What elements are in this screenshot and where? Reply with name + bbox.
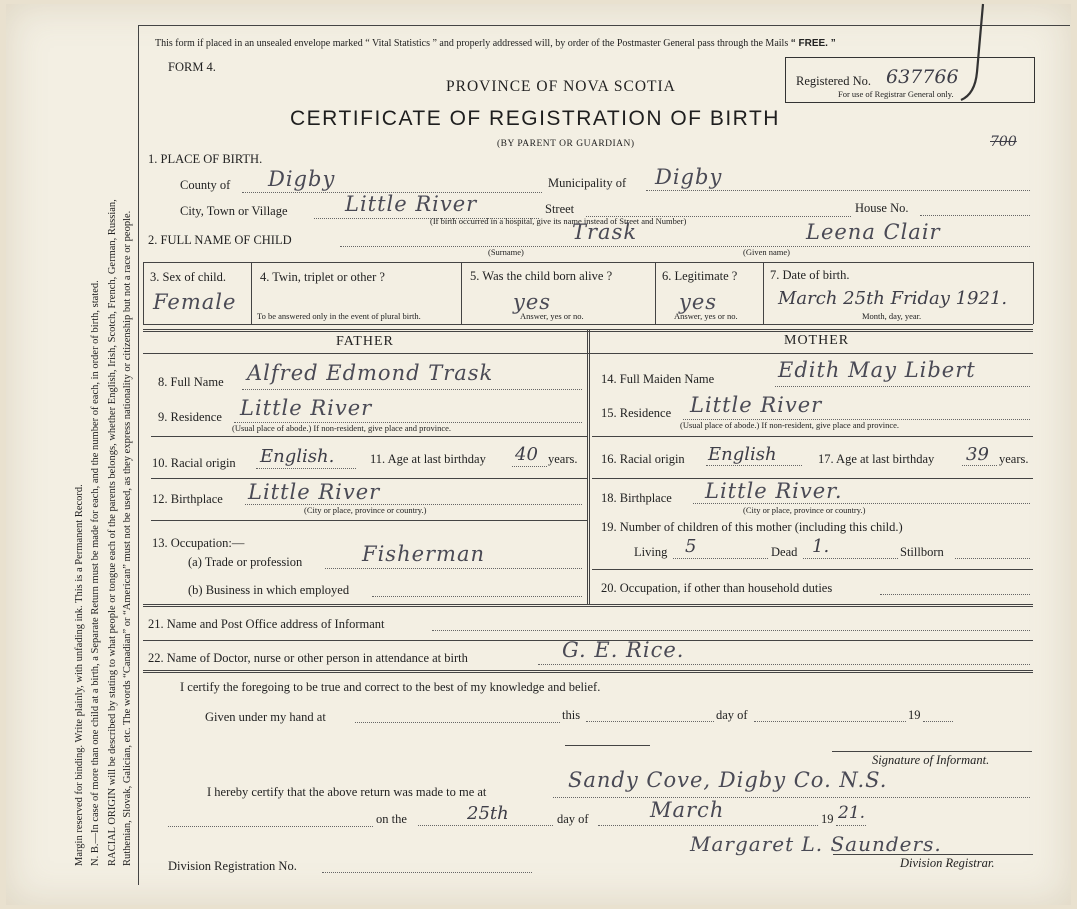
born-alive-value: yes <box>513 290 552 314</box>
father-years-label: years. <box>548 452 578 466</box>
province-title: PROVINCE OF NOVA SCOTIA <box>446 78 676 95</box>
municipality-value: Digby <box>655 165 723 189</box>
born-alive-note: Answer, yes or no. <box>520 311 584 321</box>
father-residence-label: 9. Residence <box>158 410 222 424</box>
certify-statement: I certify the foregoing to be true and correct to the best of my knowledge and belief. <box>180 680 601 694</box>
on-the-label: on the <box>376 812 407 826</box>
surname-caption: (Surname) <box>488 247 524 257</box>
city-label: City, Town or Village <box>180 204 288 218</box>
father-name-label: 8. Full Name <box>158 375 224 389</box>
father-heading: FATHER <box>336 334 394 349</box>
mother-name-value: Edith May Libert <box>778 358 976 382</box>
registered-label: Registered No. <box>796 74 871 88</box>
mother-birthplace-value: Little River. <box>705 479 843 503</box>
mother-years-label: years. <box>999 452 1029 466</box>
mail-notice <box>155 38 836 49</box>
signature-informant-label: Signature of Informant. <box>872 753 990 767</box>
informant-top-line <box>143 604 1033 607</box>
day-of2-label: day of <box>557 812 589 826</box>
house-no-label: House No. <box>855 201 909 215</box>
on-the-day-value: 25th <box>467 803 509 824</box>
mother-heading: MOTHER <box>784 333 850 348</box>
twin-note: To be answered only in the event of plural birth. <box>257 311 421 321</box>
month-value: March <box>650 798 725 822</box>
father-age-value: 40 <box>515 444 538 465</box>
mother-residence-label: 15. Residence <box>601 406 672 420</box>
father-occupation-label: 13. Occupation:— <box>152 536 245 550</box>
legitimate-label: 6. Legitimate ? <box>662 269 738 283</box>
father-residence-note: (Usual place of abode.) If non-resident, give place and province. <box>232 423 452 433</box>
year-prefix-label: 19 <box>908 708 921 722</box>
father-birthplace-label: 12. Birthplace <box>152 492 223 506</box>
registration-check-mark <box>955 2 995 107</box>
return-label: I hereby certify that the above return was made to me at <box>207 785 487 799</box>
year-suffix-value: 21. <box>838 803 866 823</box>
mother-occupation-label: 20. Occupation, if other than household duties <box>601 581 833 595</box>
parents-divider <box>587 330 590 605</box>
mother-birthplace-label: 18. Birthplace <box>601 491 672 505</box>
left-frame-line <box>138 25 139 885</box>
day-of-label: day of <box>716 708 748 722</box>
dob-label: 7. Date of birth. <box>770 268 850 282</box>
given-name-caption: (Given name) <box>743 247 790 257</box>
row3-top-line <box>143 262 1033 263</box>
registered-number: 637766 <box>886 66 959 88</box>
registration-box <box>785 57 1035 103</box>
mail-notice-text: This form if placed in an unsealed envelope marked “ Vital Statistics ” and properly addressed will, by order of the Postmaster General pass through the Mails <box>155 38 789 49</box>
certificate-title: CERTIFICATE OF REGISTRATION OF BIRTH <box>290 107 780 130</box>
division-registration-label: Division Registration No. <box>168 859 297 873</box>
father-name-value: Alfred Edmond Trask <box>247 361 494 385</box>
struck-number: 700 <box>990 134 1017 150</box>
mother-racial-value: English <box>708 444 777 465</box>
margin-note-separate-return: N. B.—In case of more than one child at a birth, a Separate Return must be made for each, and the number of each, in order of birth, stated. <box>90 280 101 866</box>
child-surname: Trask <box>572 220 638 244</box>
registrar-signature: Margaret L. Saunders. <box>690 832 942 856</box>
father-residence-value: Little River <box>240 396 373 420</box>
child-given-name: Leena Clair <box>806 220 941 244</box>
place-of-birth-label: 1. PLACE OF BIRTH. <box>148 152 263 166</box>
sex-value: Female <box>153 290 237 314</box>
living-value: 5 <box>685 536 697 557</box>
municipality-label: Municipality of <box>548 176 627 190</box>
children-count-label: 19. Number of children of this mother (including this child.) <box>601 520 903 534</box>
mother-age-value: 39 <box>966 444 989 465</box>
dead-label: Dead <box>771 545 798 559</box>
dob-note: Month, day, year. <box>862 311 922 321</box>
doctor-label: 22. Name of Doctor, nurse or other person in attendance at birth <box>148 651 468 665</box>
margin-note-racial-origin: RACIAL ORIGIN will be described by stating to what people or tongue each of the parents belongs, whether English, Irish, Scotch, French, German, Russian, <box>107 199 118 866</box>
street-label: Street <box>545 202 575 216</box>
margin-note-racial-origin-cont: Ruthenian, Slovak, Galician, etc. The words “Canadian” or “American” must not be used, as they express nationality or citizenship but not a race or people. <box>122 210 133 866</box>
father-birthplace-value: Little River <box>248 480 381 504</box>
mother-name-label: 14. Full Maiden Name <box>601 372 715 386</box>
division-registrar-label: Division Registrar. <box>900 856 995 870</box>
father-racial-value: English. <box>260 446 335 467</box>
mother-age-label: 17. Age at last birthday <box>818 452 935 466</box>
county-label: County of <box>180 178 231 192</box>
certificate-subtitle: (BY PARENT OR GUARDIAN) <box>497 139 635 149</box>
stillborn-label: Stillborn <box>900 545 944 559</box>
business-label: (b) Business in which employed <box>188 583 350 597</box>
this-label: this <box>562 708 581 722</box>
county-value: Digby <box>268 167 336 191</box>
father-age-label: 11. Age at last birthday <box>370 452 486 466</box>
mother-residence-note: (Usual place of abode.) If non-resident, give place and province. <box>680 420 900 430</box>
mother-residence-value: Little River <box>690 393 823 417</box>
living-label: Living <box>634 545 668 559</box>
row3-bottom-line <box>143 324 1033 325</box>
hospital-note: (If birth occurred in a hospital, give its name instead of Street and Number) <box>430 216 687 226</box>
doctor-value: G. E. Rice. <box>562 638 685 662</box>
top-frame-line <box>138 25 1070 26</box>
margin-note-binding: Margin reserved for binding. Write plainly, with unfading ink. This is a Permanent Record. <box>74 484 85 866</box>
born-alive-label: 5. Was the child born alive ? <box>470 269 613 283</box>
sex-label: 3. Sex of child. <box>150 270 227 284</box>
given-under-label: Given under my hand at <box>205 710 326 724</box>
dead-value: 1. <box>812 536 830 557</box>
dob-value: March 25th Friday 1921. <box>778 288 1008 309</box>
legitimate-value: yes <box>679 290 718 314</box>
trade-label: (a) Trade or profession <box>188 555 303 569</box>
certify-top-line <box>143 670 1033 673</box>
return-place-value: Sandy Cove, Digby Co. N.S. <box>568 768 888 792</box>
father-racial-label: 10. Racial origin <box>152 456 236 470</box>
mother-birthplace-note: (City or place, province or country.) <box>743 505 866 515</box>
father-birthplace-note: (City or place, province or country.) <box>304 505 427 515</box>
informant-label: 21. Name and Post Office address of Informant <box>148 617 385 631</box>
full-name-label: 2. FULL NAME OF CHILD <box>148 233 292 247</box>
legitimate-note: Answer, yes or no. <box>674 311 738 321</box>
year-prefix2-label: 19 <box>821 812 834 826</box>
trade-value: Fisherman <box>362 542 486 566</box>
form-number: FORM 4. <box>168 60 216 74</box>
mother-racial-label: 16. Racial origin <box>601 452 685 466</box>
parents-heading-line <box>143 353 1033 354</box>
mail-notice-free: “ FREE. ” <box>790 38 836 49</box>
twin-label: 4. Twin, triplet or other ? <box>260 270 385 284</box>
city-value: Little River <box>345 192 478 216</box>
registrar-general-note: For use of Registrar General only. <box>838 89 954 99</box>
